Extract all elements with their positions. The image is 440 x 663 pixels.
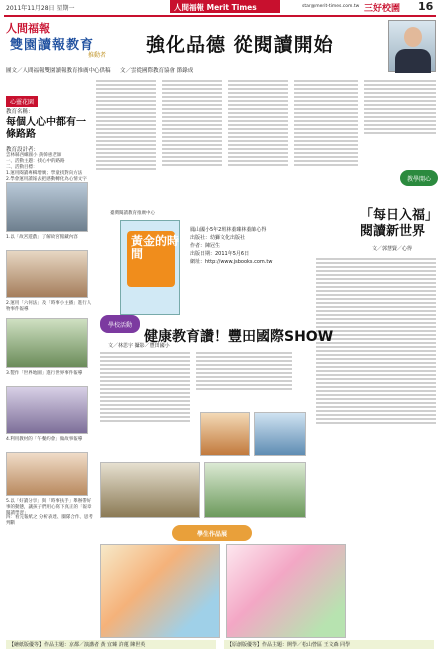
text-line xyxy=(96,152,156,154)
text-line xyxy=(196,368,292,370)
article-text-column xyxy=(228,78,288,218)
text-line xyxy=(162,132,222,134)
article-byline-secondary: 文／雲從國際教育協會 節錄成 xyxy=(120,68,194,74)
text-line xyxy=(228,136,288,138)
classroom-photo-5 xyxy=(6,452,88,496)
text-line xyxy=(316,274,436,276)
text-line xyxy=(316,266,436,268)
text-line xyxy=(294,84,358,86)
page-headline: 強化品德 從閱讀開始 xyxy=(146,34,334,56)
text-line xyxy=(162,152,222,154)
text-line xyxy=(294,108,358,110)
column-logo-main: 雙園讀報教育 xyxy=(10,38,95,53)
text-line xyxy=(228,132,288,134)
text-line xyxy=(316,342,436,344)
lesson-designer-name: 雲林縣西螺國小 黃韓惠老師 xyxy=(6,153,62,158)
text-line xyxy=(100,404,190,406)
text-line xyxy=(228,144,288,146)
classroom-photo-3 xyxy=(6,318,88,368)
text-line xyxy=(316,350,436,352)
lesson-title: 每個人心中都有一條路路 xyxy=(6,117,86,140)
text-line xyxy=(228,152,288,154)
text-line xyxy=(294,136,358,138)
classroom-photo-4 xyxy=(6,386,88,434)
photo-caption-2: 2.運用「六何法」及「時事小主播」進行人物事件報導 xyxy=(6,301,92,312)
text-line xyxy=(316,390,436,392)
article-text-column xyxy=(294,78,358,218)
text-line xyxy=(228,128,288,130)
text-line xyxy=(162,148,222,150)
text-line xyxy=(96,104,156,106)
text-line xyxy=(96,84,156,86)
text-line xyxy=(294,140,358,142)
text-line xyxy=(96,124,156,126)
artwork-caption-left: 【繪紙版優等】作品主題：京都／演講者 黃 宜臻 許蓮 陳世英 xyxy=(6,640,216,649)
text-line xyxy=(316,402,436,404)
masthead-bar xyxy=(0,0,440,16)
text-line xyxy=(100,392,190,394)
text-line xyxy=(96,156,156,158)
text-line xyxy=(294,104,358,106)
article-byline: 圖文／人間福報雙園讀報教育推廣中心供稿 xyxy=(6,68,111,74)
brand-logo: 人間福報 Merit Times xyxy=(170,0,280,13)
text-line xyxy=(316,362,436,364)
text-line xyxy=(96,128,156,130)
text-line xyxy=(294,152,358,154)
text-line xyxy=(316,286,436,288)
text-line xyxy=(316,346,436,348)
text-line xyxy=(100,360,190,362)
feature-text-column xyxy=(316,256,436,516)
lesson-designer-label: 教育設計者： xyxy=(6,147,40,153)
text-line xyxy=(96,100,156,102)
text-line xyxy=(162,84,222,86)
text-line xyxy=(316,354,436,356)
text-line xyxy=(96,96,156,98)
book-info-line: 網址：http://www.jsbooks.com.tw xyxy=(190,259,273,265)
site-url: star@merit-times.com.tw xyxy=(302,4,360,9)
text-line xyxy=(316,370,436,372)
text-line xyxy=(364,120,436,122)
text-line xyxy=(100,412,190,414)
text-line xyxy=(294,112,358,114)
author-portrait xyxy=(388,20,436,72)
text-line xyxy=(96,116,156,118)
text-line xyxy=(162,100,222,102)
book-info-line: 鳳山國小5年2班林蓁臻林蓁帥心得 xyxy=(190,227,267,233)
text-line xyxy=(100,356,190,358)
text-line xyxy=(364,116,436,118)
text-line xyxy=(316,398,436,400)
event-photo-2 xyxy=(254,412,306,456)
text-line xyxy=(162,96,222,98)
text-line xyxy=(294,92,358,94)
text-line xyxy=(100,376,190,378)
feature-tag: 教學開心 xyxy=(400,170,438,186)
text-line xyxy=(196,360,292,362)
text-line xyxy=(100,380,190,382)
text-line xyxy=(228,112,288,114)
text-line xyxy=(364,88,436,90)
text-line xyxy=(96,88,156,90)
text-line xyxy=(228,120,288,122)
feature-title xyxy=(360,208,438,240)
text-line xyxy=(316,306,436,308)
text-line xyxy=(316,258,436,260)
text-line xyxy=(364,104,436,106)
text-line xyxy=(228,156,288,158)
text-line xyxy=(100,420,190,422)
text-line xyxy=(162,164,222,166)
text-line xyxy=(228,164,288,166)
lesson-item: 二、活動目標： xyxy=(6,165,38,170)
text-line xyxy=(162,124,222,126)
photo-caption-4: 4.利用教材的「午餐約會」做故事報導 xyxy=(6,437,83,442)
text-line xyxy=(364,124,436,126)
text-line xyxy=(96,80,156,82)
student-works-tag: 學生作品展 xyxy=(172,525,252,541)
text-line xyxy=(294,116,358,118)
book-cover-title: 黃金的時間 xyxy=(131,234,180,261)
text-line xyxy=(364,128,436,130)
photo-caption-1: 1.以「故宮遊戲」了解故宮館藏內容 xyxy=(6,235,78,240)
text-line xyxy=(96,112,156,114)
text-line xyxy=(364,132,436,134)
text-line xyxy=(316,298,436,300)
text-line xyxy=(228,100,288,102)
text-line xyxy=(228,108,288,110)
text-line xyxy=(294,156,358,158)
text-line xyxy=(294,164,358,166)
text-line xyxy=(100,388,190,390)
portrait-head xyxy=(404,27,422,47)
feature-title-line: 閱讀新世界 xyxy=(360,224,426,239)
text-line xyxy=(364,100,436,102)
column-logo-tag: 推動者 xyxy=(88,52,107,59)
text-line xyxy=(96,120,156,122)
feature-title-line: 「每日入福」 xyxy=(360,208,439,223)
lesson-item: 2.學會運用讀報去把感動轉化為心情文字 xyxy=(6,177,87,182)
publication-date: 2011年11月28日 星期一 xyxy=(6,5,75,12)
text-line xyxy=(162,136,222,138)
photo-caption-5: 5.以「好讀分享」與「時事扶手」舉辦帶好事的動態，讓孩子們用心寫下真正的「報章閱讀學習」 xyxy=(6,499,92,516)
text-line xyxy=(100,416,190,418)
text-line xyxy=(162,128,222,130)
text-line xyxy=(294,88,358,90)
text-line xyxy=(228,80,288,82)
text-line xyxy=(316,382,436,384)
text-line xyxy=(364,92,436,94)
text-line xyxy=(316,314,436,316)
portrait-body xyxy=(395,49,431,73)
text-line xyxy=(294,124,358,126)
text-line xyxy=(294,96,358,98)
book-info-line: 作者：陳冠生 xyxy=(190,243,221,249)
text-line xyxy=(228,124,288,126)
classroom-photo-1 xyxy=(6,182,88,232)
text-line xyxy=(364,108,436,110)
text-line xyxy=(294,120,358,122)
text-line xyxy=(96,108,156,110)
photo-caption-6: 四：看完報紙之 分析表達、團隊合作、思考判斷 xyxy=(6,515,93,526)
article-text-column xyxy=(162,78,222,218)
text-line xyxy=(162,116,222,118)
text-line xyxy=(162,108,222,110)
text-line xyxy=(96,132,156,134)
text-line xyxy=(316,294,436,296)
text-line xyxy=(100,408,190,410)
text-line xyxy=(196,364,292,366)
book-publisher-label: 臺灣閱讀教育推廣中心 xyxy=(110,211,155,216)
text-line xyxy=(316,330,436,332)
text-line xyxy=(228,88,288,90)
section-badge: 心靈花園 xyxy=(6,96,38,107)
classroom-photo-2 xyxy=(6,250,88,298)
text-line xyxy=(228,104,288,106)
text-line xyxy=(228,116,288,118)
text-line xyxy=(228,96,288,98)
text-line xyxy=(316,278,436,280)
text-line xyxy=(196,388,292,390)
text-line xyxy=(162,80,222,82)
text-line xyxy=(196,376,292,378)
text-line xyxy=(162,104,222,106)
text-line xyxy=(100,364,190,366)
middle-article-title: 健康教育讚！豐田國際SHOW xyxy=(144,329,334,345)
artwork-caption-right: 【原創版優等】作品主題：開學／松山營區 王文森 同學 xyxy=(224,640,434,649)
middle-article-byline: 文／林思宇 攝影／豐田國小 xyxy=(108,343,170,349)
text-line xyxy=(316,338,436,340)
text-line xyxy=(96,160,156,162)
text-line xyxy=(228,140,288,142)
article-text-column xyxy=(364,78,436,168)
text-line xyxy=(96,136,156,138)
text-line xyxy=(162,144,222,146)
article-text-column xyxy=(96,78,156,218)
text-line xyxy=(96,164,156,166)
text-line xyxy=(316,334,436,336)
text-line xyxy=(100,400,190,402)
text-line xyxy=(196,356,292,358)
text-line xyxy=(316,290,436,292)
text-line xyxy=(316,318,436,320)
text-line xyxy=(196,372,292,374)
lesson-item: 一、活動主題：找心中的路路 xyxy=(6,159,65,164)
text-line xyxy=(100,368,190,370)
text-line xyxy=(316,410,436,412)
masthead-rule xyxy=(4,15,436,17)
text-line xyxy=(316,326,436,328)
feature-byline: 文／郭慧賢／心得 xyxy=(372,246,413,252)
text-line xyxy=(162,140,222,142)
text-line xyxy=(162,112,222,114)
middle-text-column xyxy=(100,350,190,460)
text-line xyxy=(96,148,156,150)
book-info-line: 出版社：幼獅文化出版社 xyxy=(190,235,246,241)
column-logo-top: 人間福報 xyxy=(6,22,50,35)
middle-text-column xyxy=(196,350,292,410)
text-line xyxy=(316,378,436,380)
text-line xyxy=(316,374,436,376)
lesson-item: 1.運用閱讀專輯增廣；學童找對向方法 xyxy=(6,171,83,176)
text-line xyxy=(294,80,358,82)
text-line xyxy=(96,92,156,94)
book-feature xyxy=(120,220,310,318)
text-line xyxy=(228,148,288,150)
text-line xyxy=(100,384,190,386)
text-line xyxy=(364,112,436,114)
text-line xyxy=(228,84,288,86)
text-line xyxy=(316,322,436,324)
text-line xyxy=(196,352,292,354)
text-line xyxy=(294,100,358,102)
text-line xyxy=(96,144,156,146)
text-line xyxy=(294,148,358,150)
book-info-line: 出版日期：2011年5月6日 xyxy=(190,251,250,257)
event-photo-4 xyxy=(204,462,306,518)
text-line xyxy=(162,156,222,158)
text-line xyxy=(316,366,436,368)
text-line xyxy=(316,418,436,420)
text-line xyxy=(364,84,436,86)
text-line xyxy=(100,372,190,374)
text-line xyxy=(316,282,436,284)
section-name: 三好校園 xyxy=(364,4,401,14)
lesson-school-label: 教育名稱： xyxy=(6,109,34,115)
text-line xyxy=(316,302,436,304)
text-line xyxy=(364,96,436,98)
text-line xyxy=(162,88,222,90)
text-line xyxy=(196,380,292,382)
text-line xyxy=(316,358,436,360)
text-line xyxy=(228,160,288,162)
text-line xyxy=(162,92,222,94)
text-line xyxy=(100,396,190,398)
text-line xyxy=(316,262,436,264)
text-line xyxy=(316,386,436,388)
photo-caption-3: 3.製作「世界地圖」進行世界事件報導 xyxy=(6,371,83,376)
student-artwork-1 xyxy=(100,544,220,638)
page-number: 16 xyxy=(418,0,434,13)
text-line xyxy=(364,80,436,82)
event-photo-1 xyxy=(200,412,250,456)
text-line xyxy=(294,128,358,130)
middle-section-tag: 學校活動 xyxy=(100,315,140,333)
text-line xyxy=(162,160,222,162)
text-line xyxy=(162,120,222,122)
text-line xyxy=(96,168,156,170)
text-line xyxy=(294,160,358,162)
column-logo xyxy=(6,20,126,64)
text-line xyxy=(316,270,436,272)
book-cover xyxy=(120,220,180,315)
text-line xyxy=(228,92,288,94)
text-line xyxy=(100,352,190,354)
text-line xyxy=(316,406,436,408)
text-line xyxy=(294,132,358,134)
event-photo-3 xyxy=(100,462,200,518)
text-line xyxy=(316,310,436,312)
student-artwork-2 xyxy=(226,544,346,638)
text-line xyxy=(316,394,436,396)
text-line xyxy=(316,422,436,424)
text-line xyxy=(196,384,292,386)
text-line xyxy=(316,414,436,416)
text-line xyxy=(294,144,358,146)
text-line xyxy=(96,140,156,142)
book-info xyxy=(190,226,272,266)
